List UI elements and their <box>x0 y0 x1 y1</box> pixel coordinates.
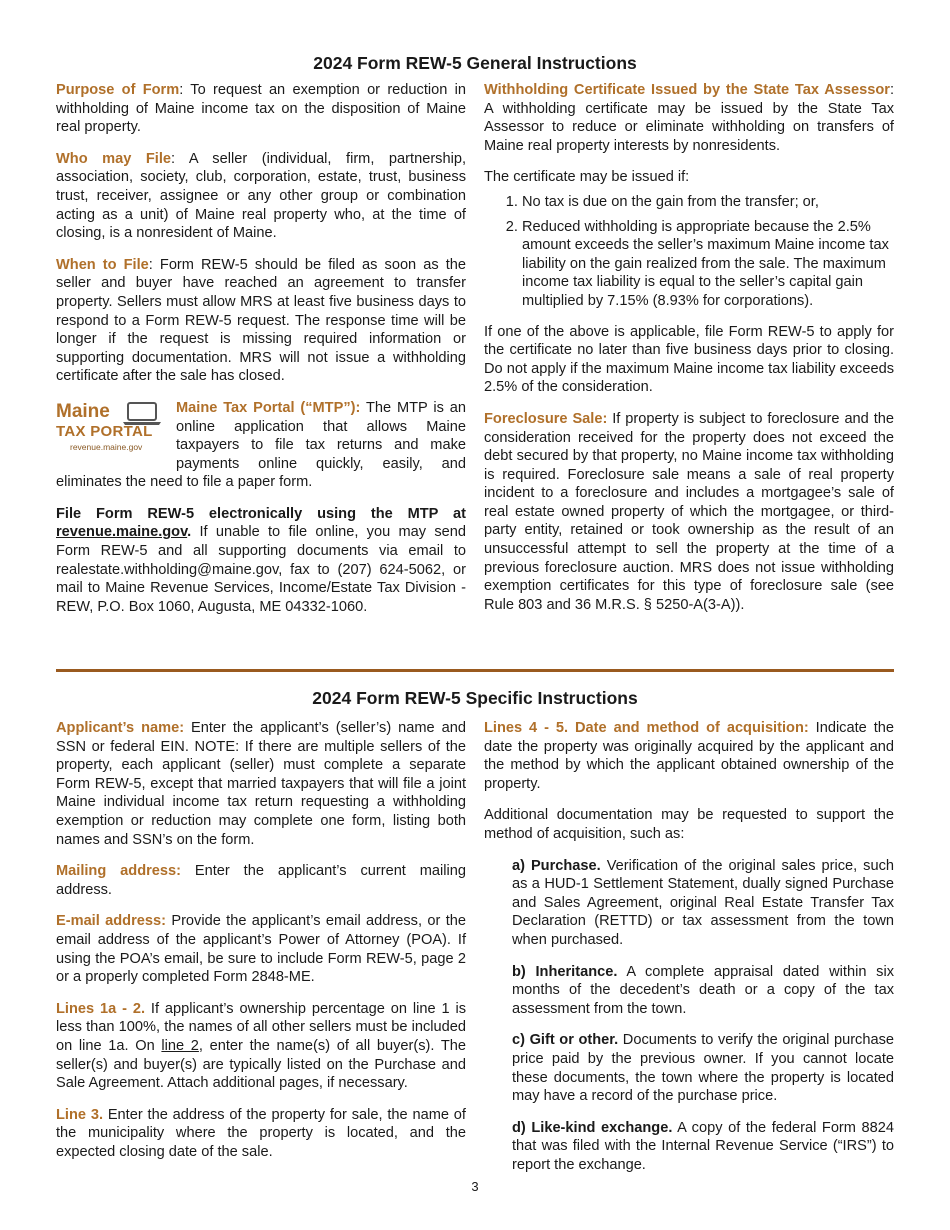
gift-heading: c) Gift or other. <box>512 1032 619 1049</box>
additional-documentation-paragraph: Additional documentation may be requested to support the method of acquisition, such as: <box>484 807 894 842</box>
foreclosure-text: If property is subject to foreclosure and the consideration received for the property does not exceed the debt secured by that property, no Maine income tax withholding is required. Foreclosure sale means a sale of real property incident to a foreclosure and includes a mortgagee’s sale of real estate owned property of which the mortgagee, or third-party entity, retained or took ownership as the result of an unsuccessful attempt to sell the property at the time of a previous foreclosure auction. MRS does not issue withholding exemption certificates for this type of foreclosure sale (see Rule 803 and 36 M.R.S. § 5250-A(3-A)). <box>484 410 894 613</box>
who-may-file-heading: Who may File <box>56 150 172 167</box>
gift-text: Documents to verify the original purchase price paid by the previous owner. If you cannot locate these documents, the town where the property is located may have a record of the purchase price. <box>512 1032 894 1105</box>
inheritance-item <box>512 963 894 1019</box>
mailing-address-paragraph <box>56 862 466 899</box>
mailing-address-heading: Mailing address: <box>56 863 181 880</box>
file-electronically-bold: File Form REW-5 electronically using the MTP at <box>56 505 466 522</box>
purchase-heading: a) Purchase. <box>512 857 601 874</box>
mtp-text: The MTP is an online application that allows Maine taxpayers to file tax returns and make payments online quickly, easily, and eliminates the need to file a paper form. <box>56 399 466 491</box>
applicant-name-text: Enter the applicant’s (seller’s) name and SSN or federal EIN. NOTE: If there are multiple sellers of the property, each applicant (seller) must complete a separate Form REW-5, except that married taxpayers that will file a joint Maine individual income tax return requesting a withholding exemption or reduction may complete one form, listing both names and SSN’s on the form. <box>56 720 466 848</box>
general-instructions-title: 2024 Form REW-5 General Instructions <box>313 53 637 73</box>
mtp-paragraph <box>56 399 466 492</box>
inheritance-text: A complete appraisal dated within six months of the decedent’s death or a copy of the tax assessment from the town. <box>512 963 894 1017</box>
certificate-conditions-list <box>484 193 894 311</box>
email-address-paragraph <box>56 912 466 986</box>
specific-left-column <box>56 719 466 1174</box>
lines-1a-2-heading: Lines 1a - 2. <box>56 1000 146 1017</box>
purchase-item <box>512 857 894 950</box>
logo-url-text: revenue.maine.gov <box>70 441 143 452</box>
revenue-link[interactable]: revenue.maine.gov <box>56 524 188 541</box>
condition-item: 2. Reduced withholding is appropriate because the 2.5% amount exceeds the seller’s maximum Maine income tax liability on the gain realized from the sale. The maximum income tax liability is equal to the seller’s capital gain multiplied by 7.15% (8.93% for corporations). <box>522 218 894 311</box>
specific-right-column <box>484 719 894 1187</box>
when-to-file-text: : Form REW-5 should be filed as soon as the seller and buyer have reached an agreement to transfer property. Sellers must allow MRS at least five business days to respond to a Form REW-5 request. The response time will be longer if the request is missing required information or supporting documentation. MRS will not issue a withholding certificate after the sale has closed. <box>56 256 467 385</box>
mailing-address-text: Enter the applicant’s current mailing address. <box>56 863 466 898</box>
foreclosure-heading: Foreclosure Sale: <box>484 410 608 427</box>
lines-4-5-text: Indicate the date the property was originally acquired by the applicant and the method by which the applicant obtained ownership of the property. <box>484 720 894 792</box>
gift-item <box>512 1031 894 1105</box>
email-address-text: Provide the applicant’s email address, or the email address of the applicant’s Power of Attorney (POA). If using the POA’s email, be sure to include Form REW-5, page 2 or a properly completed Form 2848-ME. <box>56 913 466 986</box>
like-kind-text: A copy of the federal Form 8824 that was filed with the Internal Revenue Service (“IRS”) to report the exchange. <box>512 1119 894 1173</box>
purpose-text: : To request an exemption or reduction in withholding of Maine income tax on the disposition of Maine real property. <box>56 82 466 136</box>
lines-1a-2-text-start: If applicant’s ownership percentage on line 1 is less than 100%, the names of all other sellers must be included on line 1a. On <box>56 1000 466 1054</box>
like-kind-item <box>512 1119 894 1175</box>
lines-4-5-paragraph <box>484 719 894 793</box>
foreclosure-paragraph <box>484 410 894 615</box>
file-electronically-period: . <box>187 524 192 541</box>
file-electronically-paragraph <box>56 505 466 617</box>
maine-tax-portal-logo <box>56 401 168 457</box>
general-right-column <box>484 81 894 627</box>
like-kind-heading: d) Like-kind exchange. <box>512 1119 673 1136</box>
email-address-heading: E-mail address: <box>56 913 166 930</box>
page-number: 3 <box>471 1179 479 1194</box>
applicant-name-paragraph <box>56 719 466 849</box>
logo-tax-portal-text: TAX PORTAL <box>56 422 153 440</box>
apply-paragraph: If one of the above is applicable, file Form REW-5 to apply for the certificate no later than five business days prior to closing. Do not apply if the maximum Maine income tax liability exceeds 2.5% of the consideration. <box>484 323 894 396</box>
purchase-text: Verification of the original sales price, such as a HUD-1 Settlement Statement, dually signed Purchase and Sales Agreement, original Real Estate Transfer Tax Declaration (RETTD) or tax assessment from the town when purchased. <box>512 857 894 948</box>
certificate-heading: Withholding Certificate Issued by the State Tax Assessor <box>484 82 890 98</box>
logo-maine-text: Maine <box>56 400 110 422</box>
lines-1a-2-paragraph <box>56 1000 466 1093</box>
who-may-file-text: : A seller (individual, firm, partnership, association, society, club, corporation, estate, trust, business trust, receiver, assignee or any other group or combination acting as a unit) of Maine real property who, at the time of closing, is a nonresident of Maine. <box>56 150 467 242</box>
certificate-intro: The certificate may be issued if: <box>484 169 690 186</box>
specific-instructions-title: 2024 Form REW-5 Specific Instructions <box>312 688 638 708</box>
applicant-name-heading: Applicant’s name: <box>56 720 185 736</box>
inheritance-heading: b) Inheritance. <box>512 963 618 980</box>
condition-item: 1. No tax is due on the gain from the transfer; or, <box>522 193 894 212</box>
section-divider <box>56 669 894 672</box>
line-3-heading: Line 3. <box>56 1106 103 1123</box>
line-3-text: Enter the address of the property for sale, the name of the municipality where the property is located, and the expected closing date of the sale. <box>56 1106 466 1160</box>
when-to-file-heading: When to File <box>56 256 149 273</box>
when-to-file-paragraph <box>56 256 466 386</box>
general-left-column <box>56 81 466 629</box>
purpose-paragraph <box>56 81 466 137</box>
mtp-heading: Maine Tax Portal (“MTP”): <box>176 399 361 416</box>
certificate-text: : A withholding certificate may be issued by the State Tax Assessor to reduce or eliminate withholding on transfers of Maine real property interests by nonresidents. <box>484 82 894 154</box>
certificate-paragraph <box>484 81 894 155</box>
lines-4-5-heading: Lines 4 - 5. Date and method of acquisition: <box>484 720 809 736</box>
lines-1a-2-text-end: , enter the name(s) of all buyer(s). The seller(s) and buyer(s) are typically listed on the Purchase and Sale Agreement. Attach additional pages, if necessary. <box>56 1037 466 1092</box>
file-electronically-text: If unable to file online, you may send Form REW-5 and all supporting documents via email to realestate.withholding@maine.gov, fax to (207) 624-5062, or mail to Maine Revenue Services, Income/Estate Tax Division - REW, P.O. Box 1060, Augusta, ME 04332-1060. <box>56 524 466 615</box>
purpose-heading: Purpose of Form <box>56 82 180 98</box>
acquisition-methods-list <box>484 857 894 1175</box>
who-may-file-paragraph <box>56 150 466 243</box>
line-2-reference: line 2 <box>161 1037 199 1054</box>
line-3-paragraph <box>56 1106 466 1162</box>
